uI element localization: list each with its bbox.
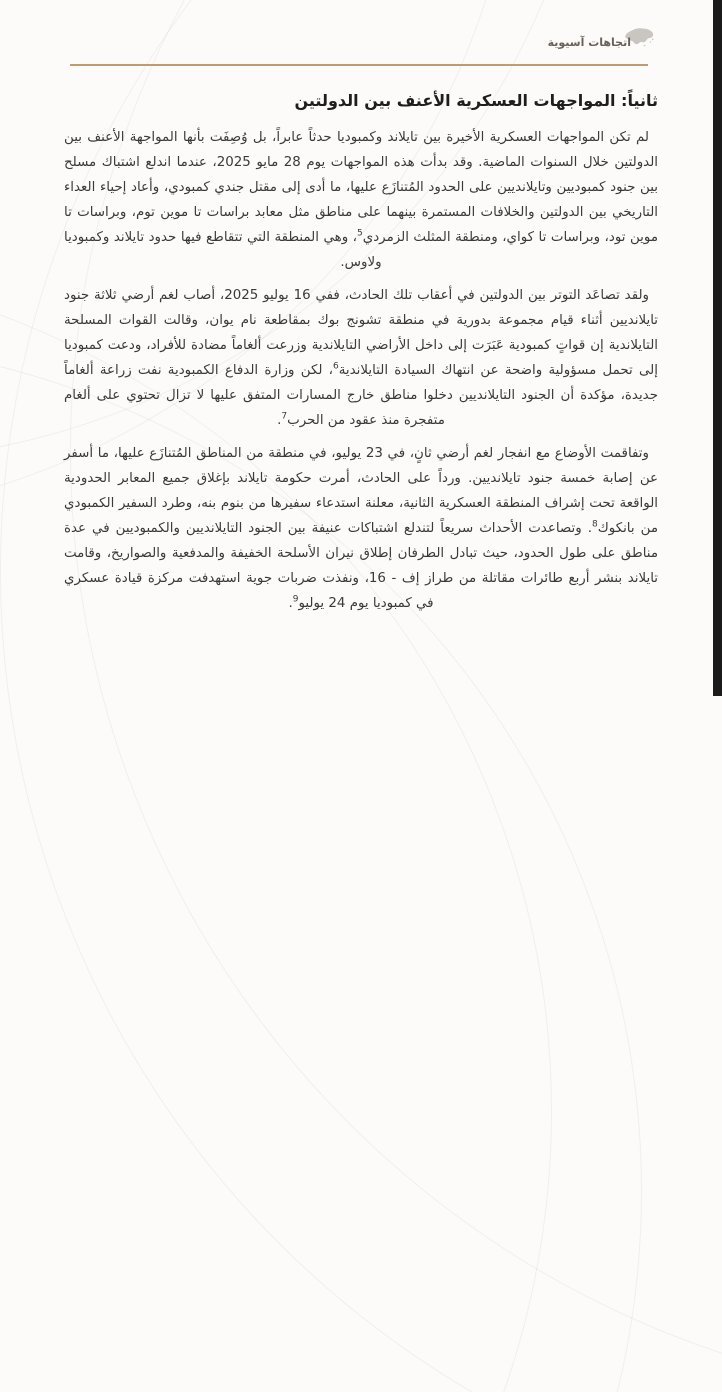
body-paragraph: وتفاقمت الأوضاع مع انفجار لغم أرضي ثانٍ، في 23 يوليو، في منطقة من المناطق المُتنازَع عليها، ما أسفر عن إصابة خمسة جنود تايلانديين. ورداً على الحادث، أمرت حكومة تايلاند بإغلاق جميع المعابر الحدودية الواقعة تحت إشراف المنطقة العسكرية الثانية، معلنة استدعاء سفيرها من بنوم بنه، وطرد السفير الكمبودي من بانكوك$^8$. وتصاعدت الأحداث سريعاً لتندلع اشتباكات عنيفة بين الجنود التايلانديين والكمبوديين في عدة مناطق على طول الحدود، حيث تبادل الطرفان إطلاق نيران الأسلحة الخفيفة والمدفعية والصواريخ، وقامت تايلاند بنشر أربع طائرات مقاتلة من طراز إف - 16، ونفذت ضربات جوية استهدفت مركزة قيادة عسكري في كمبوديا يوم 24 يوليو$^9$. <box>64 446 659 611</box>
section-heading: ثانياً: المواجهات العسكرية الأعنف بين الدولتين <box>294 91 658 110</box>
footnote-ref: 7 <box>281 411 288 422</box>
footnote-ref: 8 <box>592 519 598 530</box>
body-paragraph: ولقد تصاعَد التوتر بين الدولتين في أعقاب تلك الحادث، ففي 16 يوليو 2025، أصاب لغم أرضي ثلاثة جنود تايلانديين أثناء قيام مجموعة بدورية في منطقة تشونج بوك بمقاطعة نام يوان، وقالت القوات المسلحة التايلاندية إن قواتٍ كمبودية عَبَرَت إلى داخل الأراضي التايلاندية وزرعت ألغاماً مضادة للأفراد، ودعت كمبوديا إلى تحمل مسؤولية واضحة عن انتهاك السيادة التايلاندية$^6$، لكن وزارة الدفاع الكمبودية نفت زراعة ألغاماً جديدة، مؤكدة أن الجنود التايلانديين دخلوا مناطق خارج المسارات المتفق عليها لا تزال تحتوي على ألغام متفجرة منذ عقود من الحرب$^7$. <box>64 288 658 428</box>
brand-name: اتجاهات آسيوية <box>547 36 631 49</box>
article-body <box>64 90 658 624</box>
brand-logo <box>548 27 656 50</box>
footnote-ref: 5 <box>357 228 363 239</box>
footnote-ref: 9 <box>292 594 299 605</box>
body-paragraph: لم تكن المواجهات العسكرية الأخيرة بين تايلاند وكمبوديا حدثاً عابراً، بل وُصِفَت بأنها المواجهة الأعنف بين الدولتين خلال السنوات الماضية. وقد بدأت هذه المواجهات يوم 28 مايو 2025، عندما اندلع اشتباك مسلح بين جنود كمبوديين وتايلانديين على الحدود المُتنازَع عليها، ما أدى إلى مقتل جندي كمبودي، وأعاد إحياء العداء التاريخي بين الدولتين والخلافات المستمرة بينهما على مناطق مثل معابد براسات تا موين توم، وبراسات تا موين تود، وبراسات تا كواي، ومنطقة المثلث الزمردي$^5$، وهي المنطقة التي تتقاطع فيها حدود تايلاند وكمبوديا ولاوس. <box>64 130 659 270</box>
footnote-ref: 6 <box>333 361 339 372</box>
header-divider <box>70 64 648 66</box>
screen-edge-bar <box>713 0 722 696</box>
